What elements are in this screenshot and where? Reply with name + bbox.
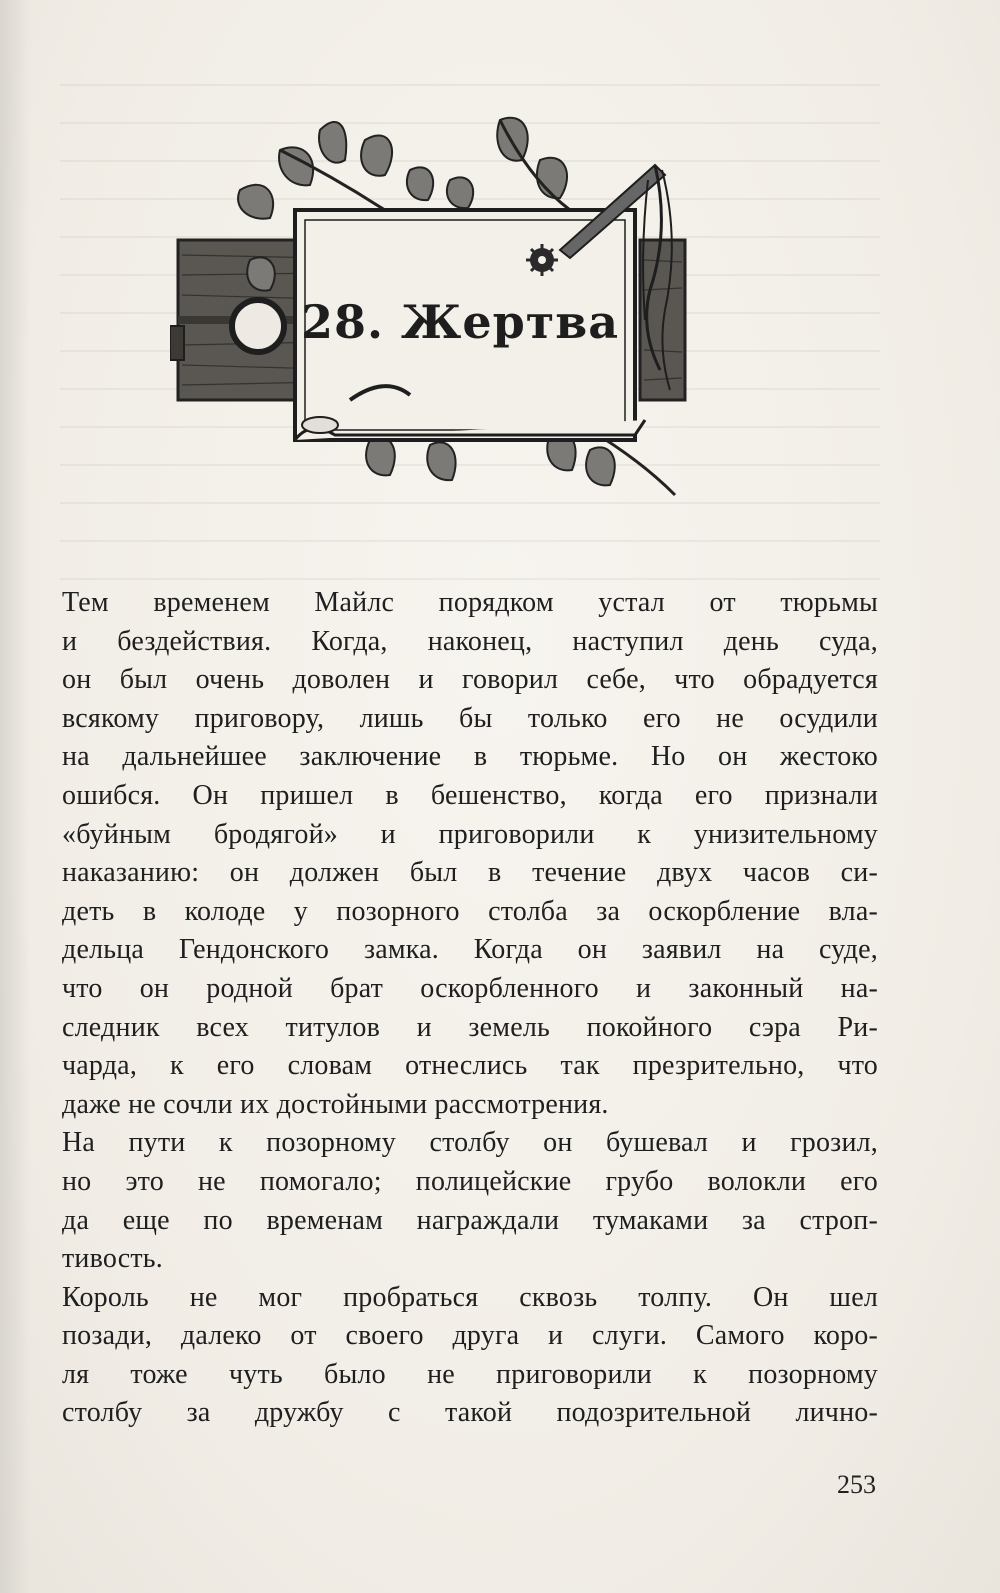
text-line: ошибся. Он пришел в бешенство, когда его признали [62, 779, 878, 811]
paragraph-2 [62, 1124, 878, 1278]
text-line: тивость. [62, 1243, 163, 1275]
text-line: чарда, к его словам отнеслись так презрительно, что [62, 1050, 878, 1082]
text-line: следник всех титулов и земель покойного сэра Ри- [62, 1011, 878, 1043]
text-line: и бездействия. Когда, наконец, наступил день суда, [62, 625, 878, 657]
text-line: На пути к позорному столбу он бушевал и грозил, [62, 1127, 878, 1159]
text-line: да еще по временам награждали тумаками за строп- [62, 1204, 878, 1236]
text-line: Король не мог пробраться сквозь толпу. Он шел [62, 1281, 878, 1313]
chapter-title: 28. Жертва [300, 295, 620, 349]
paragraph-3 [62, 1279, 878, 1433]
paragraph-1 [62, 584, 878, 1124]
text-line: позади, далеко от своего друга и слуги. Самого коро- [62, 1320, 878, 1352]
page-number: 253 [837, 1470, 876, 1499]
text-line: столбу за дружбу с такой подозрительной лично- [62, 1397, 878, 1429]
text-line: что он родной брат оскорбленного и законный на- [62, 972, 878, 1004]
text-line: ля тоже чуть было не приговорили к позорному [62, 1358, 878, 1390]
text-line: Тем временем Майлс порядком устал от тюрьмы [62, 587, 878, 618]
text-line: наказанию: он должен был в течение двух часов си- [62, 857, 878, 889]
body-text [62, 584, 878, 1433]
text-line: деть в колоде у позорного столба за оскорбление вла- [62, 895, 878, 927]
page-gutter-shadow [0, 0, 30, 1593]
text-line: даже не сочли их достойными рассмотрения. [62, 1088, 609, 1120]
text-line: дельца Гендонского замка. Когда он заявил на суде, [62, 934, 878, 966]
text-line: «буйным бродягой» и приговорили к унизительному [62, 818, 878, 850]
text-line: но это не помогало; полицейские грубо волокли его [62, 1165, 878, 1197]
text-line: он был очень доволен и говорил себе, что обрадуется [62, 664, 878, 696]
text-line: всякому приговору, лишь бы только его не осудили [62, 702, 878, 734]
text-line: на дальнейшее заключение в тюрьме. Но он жестоко [62, 741, 878, 773]
